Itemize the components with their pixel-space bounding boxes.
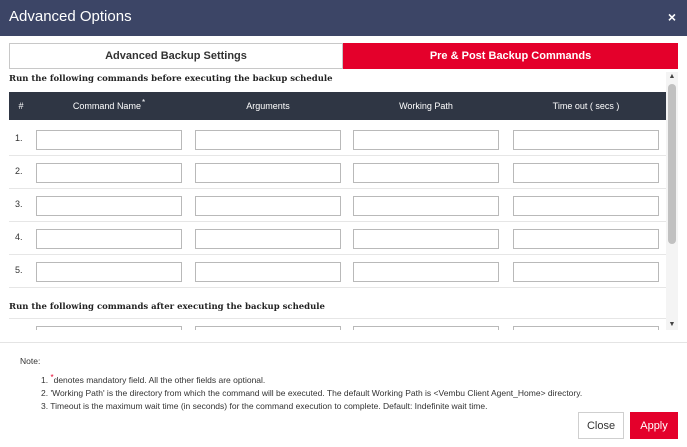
working-path-input[interactable] (353, 196, 499, 216)
required-mark: * (50, 373, 54, 382)
row-number: 3. (15, 199, 23, 209)
post-row-input-stub[interactable] (513, 326, 659, 330)
dialog-titlebar (0, 0, 687, 36)
command-name-input[interactable] (36, 229, 182, 249)
working-path-input[interactable] (353, 130, 499, 150)
column-index: # (18, 101, 24, 111)
pre-commands-label: Run the following commands before executing the backup schedule (9, 74, 333, 84)
notes-section (20, 356, 582, 413)
arguments-input[interactable] (195, 130, 341, 150)
command-name-input[interactable] (36, 130, 182, 150)
note-item-1-prefix: 1. (41, 375, 49, 385)
scroll-down-icon[interactable]: ▼ (668, 321, 676, 328)
note-item-1-text: denotes mandatory field. All the other fields are optional. (53, 375, 266, 385)
working-path-input[interactable] (353, 262, 499, 282)
row-number: 2. (15, 166, 23, 176)
scroll-thumb[interactable] (668, 84, 676, 244)
working-path-input[interactable] (353, 229, 499, 249)
post-commands-label: Run the following commands after executing the backup schedule (9, 302, 325, 312)
arguments-input[interactable] (195, 229, 341, 249)
row-number: 4. (15, 232, 23, 242)
tab-advanced-backup-settings[interactable]: Advanced Backup Settings (9, 43, 343, 69)
close-button[interactable]: Close (578, 412, 624, 439)
notes-title: Note: (20, 356, 41, 366)
row-number: 1. (15, 133, 23, 143)
tab-pre-post-backup-commands[interactable]: Pre & Post Backup Commands (343, 43, 678, 69)
note-item-3: 3. Timeout is the maximum wait time (in seconds) for the command execution to complete. Default: Indefinite wait time. (41, 401, 488, 411)
table-row (9, 222, 666, 255)
arguments-input[interactable] (195, 196, 341, 216)
timeout-input[interactable] (513, 130, 659, 150)
working-path-input[interactable] (353, 163, 499, 183)
required-mark: * (141, 97, 146, 107)
command-name-input[interactable] (36, 163, 182, 183)
footer-divider (0, 342, 687, 343)
arguments-input[interactable] (195, 163, 341, 183)
table-row (9, 123, 666, 156)
timeout-input[interactable] (513, 163, 659, 183)
timeout-input[interactable] (513, 196, 659, 216)
content-scrollbar[interactable] (666, 72, 678, 330)
tab-bar (9, 43, 678, 69)
column-command-name (36, 92, 182, 120)
table-row (9, 255, 666, 288)
note-item-2: 2. 'Working Path' is the directory from which the command will be executed. The default Working Path is <Vembu Client Agent_Home> directory. (41, 388, 583, 398)
column-command-name-label: Command Name (72, 101, 141, 111)
post-row-input-stub[interactable] (195, 326, 341, 330)
table-row (9, 189, 666, 222)
apply-button[interactable]: Apply (630, 412, 678, 439)
scroll-up-icon[interactable]: ▲ (668, 73, 676, 80)
dialog-title: Advanced Options (9, 8, 132, 25)
column-working-path: Working Path (399, 101, 453, 111)
table-row (9, 156, 666, 189)
column-arguments: Arguments (246, 101, 290, 111)
command-name-input[interactable] (36, 196, 182, 216)
commands-table-header (9, 92, 666, 120)
timeout-input[interactable] (513, 229, 659, 249)
note-item-1 (41, 374, 582, 387)
command-name-input[interactable] (36, 262, 182, 282)
post-row-input-stub[interactable] (353, 326, 499, 330)
close-icon[interactable]: × (667, 9, 676, 25)
post-row-input-stub[interactable] (36, 326, 182, 330)
arguments-input[interactable] (195, 262, 341, 282)
timeout-input[interactable] (513, 262, 659, 282)
column-timeout: Time out ( secs ) (552, 101, 620, 111)
post-commands-table (9, 318, 666, 330)
row-number: 5. (15, 265, 23, 275)
